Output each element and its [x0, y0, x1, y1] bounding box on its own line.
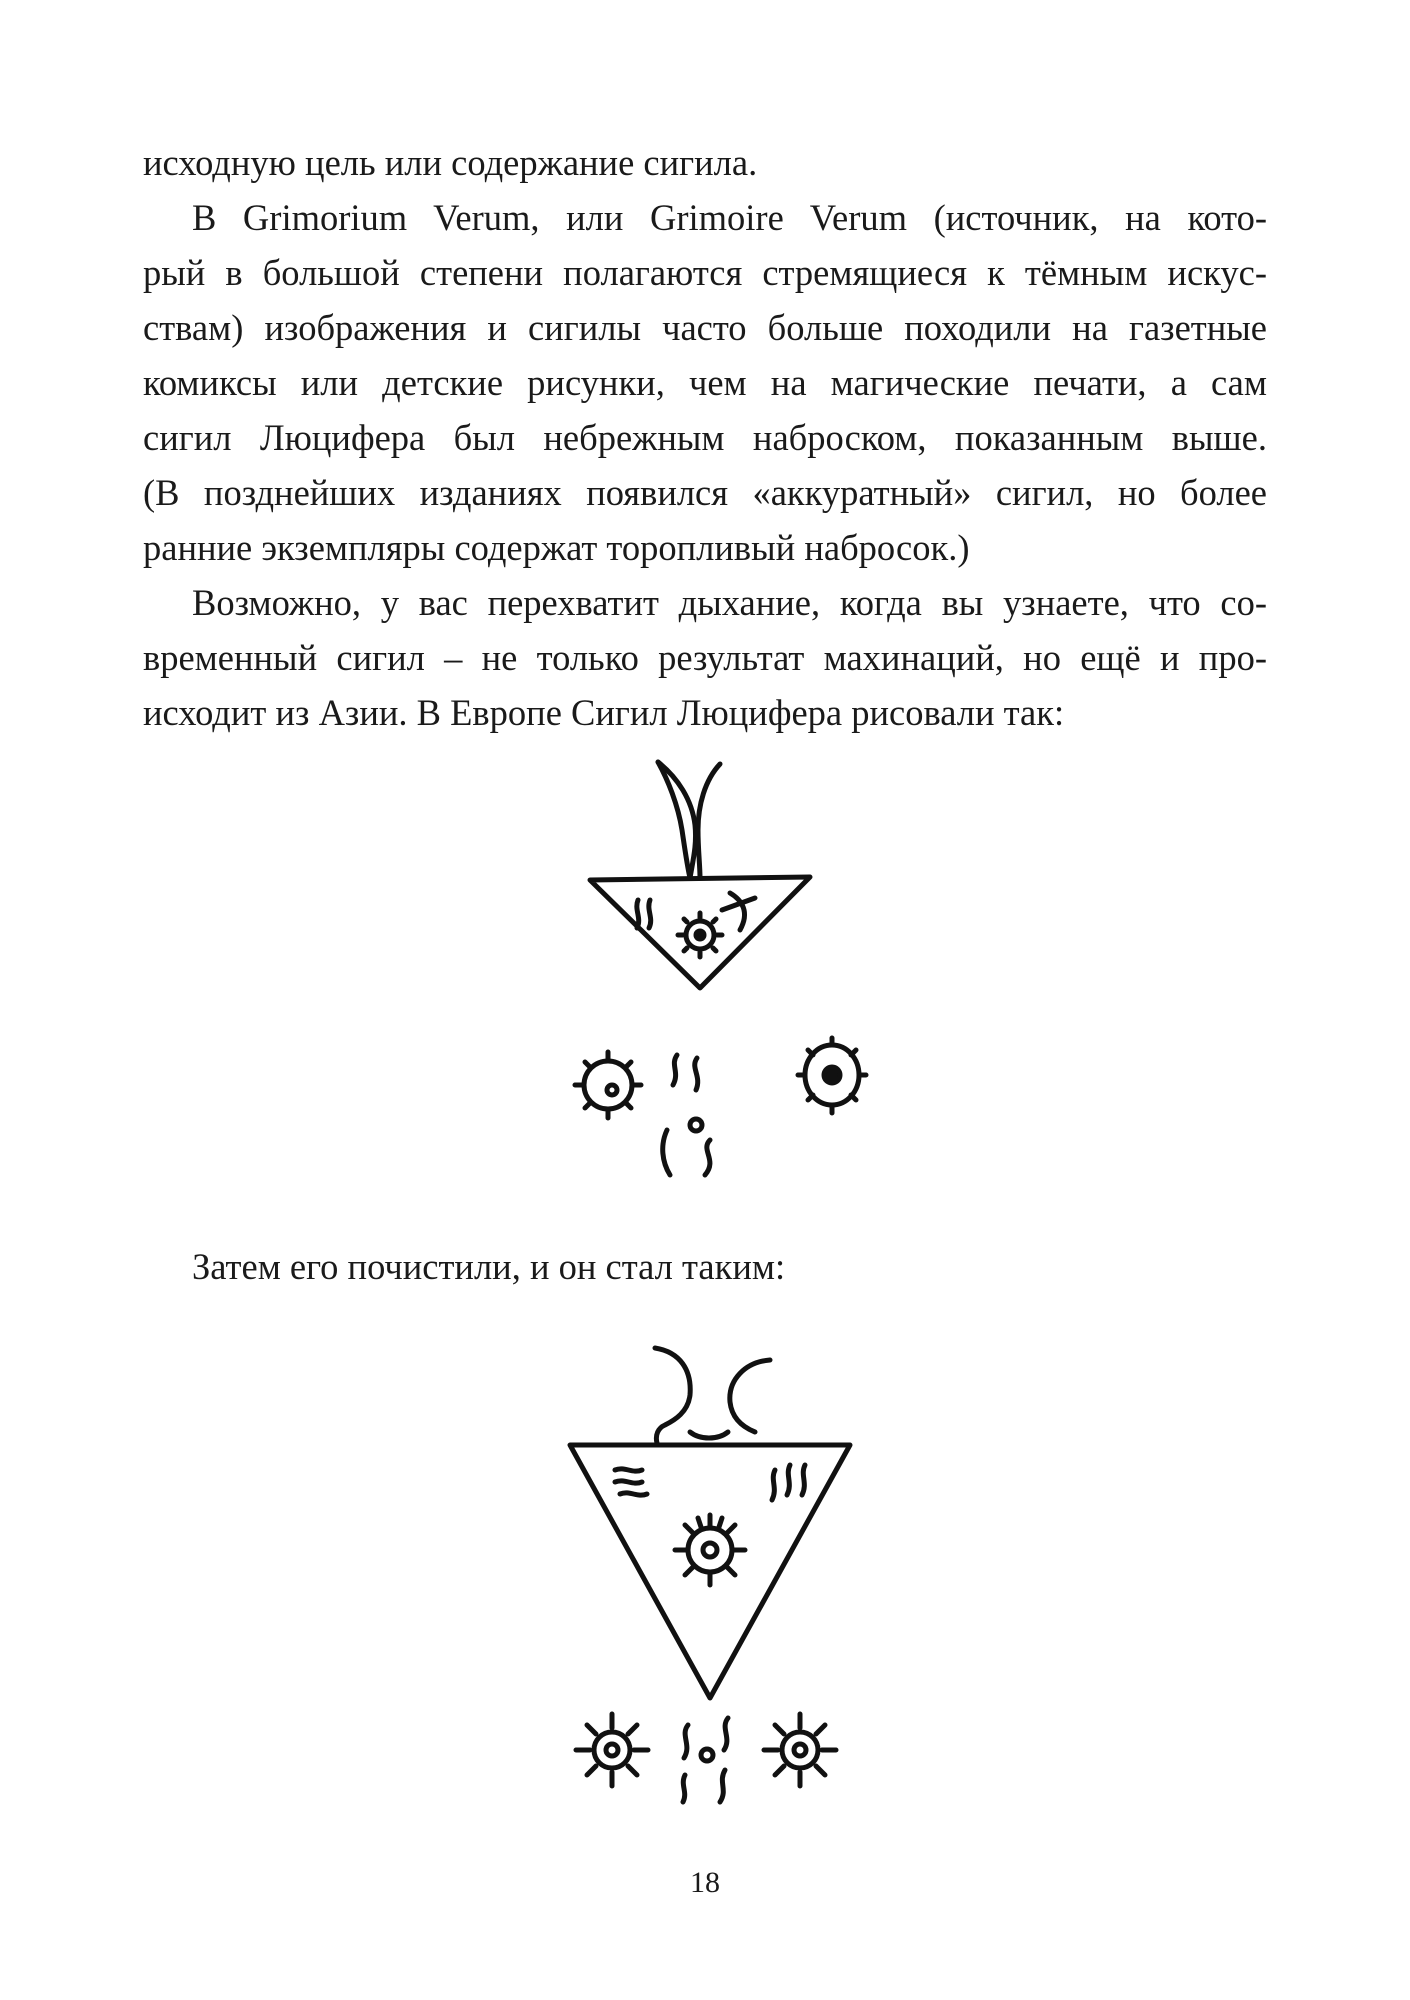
text-line: ранние экземпляры содержат торопливый набросок.): [143, 527, 970, 568]
text-line: рый в большой степени полагаются стремящиеся к тёмным искус-: [143, 252, 1267, 293]
text-line: исходит из Азии. В Европе Сигил Люцифера рисовали так:: [143, 692, 1065, 733]
text-line: сигил Люцифера был небрежным наброском, показанным выше.: [143, 417, 1267, 458]
text-line: Возможно, у вас перехватит дыхание, когда вы узнаете, что со-: [192, 582, 1267, 623]
text-line: временный сигил – не только результат махинаций, но ещё и про-: [143, 637, 1267, 678]
sigil-sketch-illustration: [550, 750, 890, 1195]
sigil-clean-icon: [560, 1340, 860, 1805]
text-line: (В позднейших изданиях появился «аккуратный» сигил, но более: [143, 472, 1267, 513]
page-number: 18: [690, 1866, 720, 1899]
sigil-clean-illustration: [560, 1340, 860, 1805]
paragraph-2: [143, 190, 1267, 575]
illustration-caption: Затем его почистили, и он стал таким:: [192, 1246, 786, 1287]
text-line: исходную цель или содержание сигила.: [143, 142, 758, 183]
paragraph-1: [143, 135, 1267, 190]
text-line: ствам) изображения и сигилы часто больше походили на газетные: [143, 307, 1267, 348]
paragraph-3: [143, 575, 1267, 740]
text-line: В Grimorium Verum, или Grimoire Verum (источник, на кото-: [192, 197, 1267, 238]
text-line: комиксы или детские рисунки, чем на магические печати, а сам: [143, 362, 1267, 403]
sigil-sketch-icon: [550, 750, 890, 1195]
body-text: [143, 135, 1267, 740]
